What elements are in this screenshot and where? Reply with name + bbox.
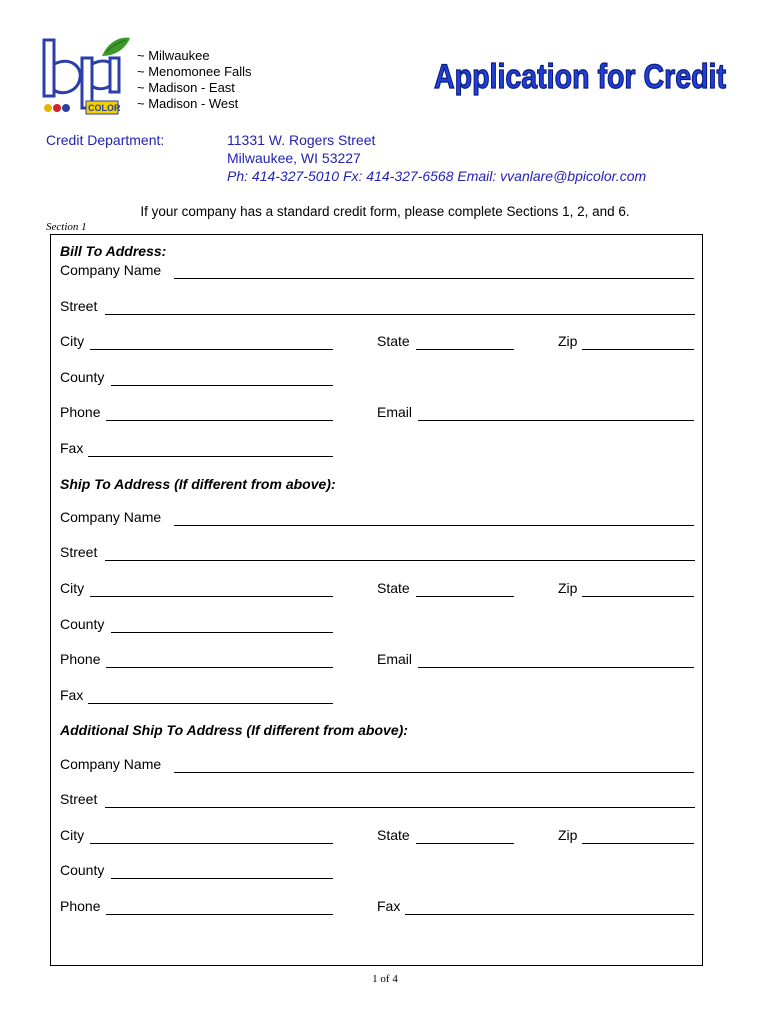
logo-color-text: COLOR bbox=[88, 103, 121, 113]
ship-city-field[interactable] bbox=[90, 596, 333, 597]
location-madison-west: ~ Madison - West bbox=[137, 96, 239, 111]
ship-company-field[interactable] bbox=[174, 525, 694, 526]
additional-state-label: State bbox=[377, 827, 410, 843]
bpi-logo bbox=[42, 34, 130, 118]
additional-street-field[interactable] bbox=[105, 807, 695, 808]
ship-company-label: Company Name bbox=[60, 509, 162, 525]
credit-department-contact: Ph: 414-327-5010 Fx: 414-327-6568 Email: vvanlare@bpicolor.com bbox=[227, 168, 647, 184]
additional-state-field[interactable] bbox=[416, 843, 514, 844]
additional-city-label: City bbox=[60, 827, 85, 843]
additional-county-label: County bbox=[60, 862, 105, 878]
bill-county-label: County bbox=[60, 369, 105, 385]
bill-zip-label: Zip bbox=[558, 333, 578, 349]
additional-zip-field[interactable] bbox=[582, 843, 694, 844]
location-menomonee-falls: ~ Menomonee Falls bbox=[137, 64, 252, 79]
ship-county-field[interactable] bbox=[111, 632, 333, 633]
ship-to-heading: Ship To Address (If different from above): bbox=[60, 476, 336, 492]
bill-street-field[interactable] bbox=[105, 314, 695, 315]
bill-state-field[interactable] bbox=[416, 349, 514, 350]
ship-county-label: County bbox=[60, 616, 105, 632]
credit-department-street: 11331 W. Rogers Street bbox=[227, 132, 376, 148]
additional-phone-field[interactable] bbox=[106, 914, 333, 915]
bill-email-label: Email bbox=[377, 404, 413, 420]
additional-company-label: Company Name bbox=[60, 756, 162, 772]
ship-fax-label: Fax bbox=[60, 687, 84, 703]
bill-city-field[interactable] bbox=[90, 349, 333, 350]
svg-text:Application for Credit: Application for Credit bbox=[434, 58, 726, 96]
page-number: 1 of 4 bbox=[372, 973, 398, 985]
intro-text: If your company has a standard credit form, please complete Sections 1, 2, and 6. bbox=[140, 204, 630, 219]
bill-fax-field[interactable] bbox=[88, 456, 333, 457]
bill-phone-field[interactable] bbox=[106, 420, 333, 421]
page-title bbox=[432, 48, 728, 98]
credit-department-city: Milwaukee, WI 53227 bbox=[227, 150, 361, 166]
bill-company-field[interactable] bbox=[174, 278, 694, 279]
bill-fax-label: Fax bbox=[60, 440, 84, 456]
ship-state-label: State bbox=[377, 580, 410, 596]
additional-fax-label: Fax bbox=[377, 898, 401, 914]
additional-phone-label: Phone bbox=[60, 898, 101, 914]
ship-street-label: Street bbox=[60, 544, 98, 560]
bill-state-label: State bbox=[377, 333, 410, 349]
bill-email-field[interactable] bbox=[418, 420, 694, 421]
ship-email-field[interactable] bbox=[418, 667, 694, 668]
location-madison-east: ~ Madison - East bbox=[137, 80, 235, 95]
additional-fax-field[interactable] bbox=[405, 914, 694, 915]
section-label: Section 1 bbox=[46, 221, 87, 233]
ship-street-field[interactable] bbox=[105, 560, 695, 561]
bill-company-label: Company Name bbox=[60, 262, 162, 278]
bill-phone-label: Phone bbox=[60, 404, 101, 420]
bill-city-label: City bbox=[60, 333, 85, 349]
ship-fax-field[interactable] bbox=[88, 703, 333, 704]
bill-to-heading: Bill To Address: bbox=[60, 243, 167, 259]
additional-zip-label: Zip bbox=[558, 827, 578, 843]
ship-zip-label: Zip bbox=[558, 580, 578, 596]
ship-email-label: Email bbox=[377, 651, 413, 667]
additional-county-field[interactable] bbox=[111, 878, 333, 879]
ship-city-label: City bbox=[60, 580, 85, 596]
ship-phone-label: Phone bbox=[60, 651, 101, 667]
additional-city-field[interactable] bbox=[90, 843, 333, 844]
additional-street-label: Street bbox=[60, 791, 98, 807]
bill-zip-field[interactable] bbox=[582, 349, 694, 350]
ship-phone-field[interactable] bbox=[106, 667, 333, 668]
additional-company-field[interactable] bbox=[174, 772, 694, 773]
bill-county-field[interactable] bbox=[111, 385, 333, 386]
bill-street-label: Street bbox=[60, 298, 98, 314]
ship-zip-field[interactable] bbox=[582, 596, 694, 597]
ship-state-field[interactable] bbox=[416, 596, 514, 597]
location-milwaukee: ~ Milwaukee bbox=[137, 48, 210, 63]
additional-ship-to-heading: Additional Ship To Address (If different from above): bbox=[60, 722, 408, 738]
credit-department-label: Credit Department: bbox=[46, 132, 165, 148]
